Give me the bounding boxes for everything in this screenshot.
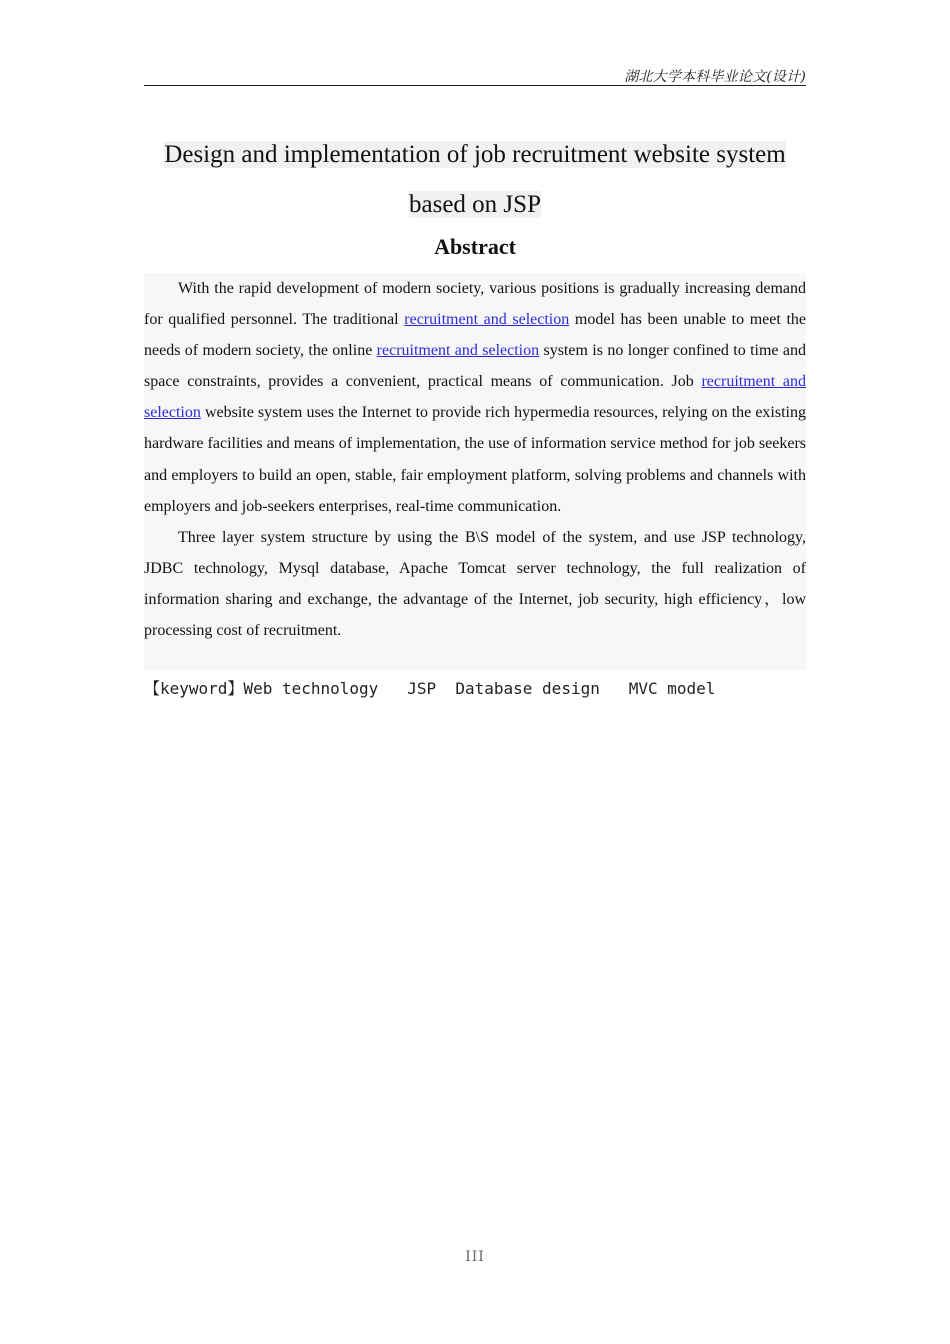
recruitment-link-1[interactable]: recruitment and selection bbox=[404, 311, 570, 329]
title-line-1 bbox=[144, 130, 806, 180]
abstract-body bbox=[144, 273, 806, 670]
recruitment-link-2[interactable]: recruitment and selection bbox=[376, 342, 540, 360]
title-line-1-part-2: website system bbox=[633, 141, 786, 168]
keywords-line: 【keyword】Web technology JSP Database design MVC model bbox=[144, 679, 716, 698]
recruitment-link-3[interactable]: recruitment and selection bbox=[144, 373, 807, 422]
page-number: III bbox=[465, 1249, 485, 1265]
abstract-paragraph-2: Three layer system structure by using the B\S model of the system, and use JSP technology, JDBC technology, Mysql database, Apache Tomcat server technology, the full realization of information sharing and exchange, the advantage of the Internet, job security, high efficiency，low processing cost of recruitment. bbox=[144, 528, 806, 640]
thesis-title bbox=[144, 130, 806, 230]
title-line-2 bbox=[144, 180, 806, 230]
p1-text-3: system is no longer confined to time and space constraints, provides a convenient, practical means of communication. Job bbox=[144, 342, 806, 391]
title-line-2-text: based on JSP bbox=[409, 191, 541, 218]
abstract-heading: Abstract bbox=[434, 234, 516, 259]
page-header bbox=[144, 64, 806, 86]
p1-text-2: model has been unable to meet the needs of modern society, the online bbox=[144, 311, 806, 360]
p1-text-4: website system uses the Internet to provide rich hypermedia resources, relying on the existing hardware facilities and means of implementation, the use of information service method for job seekers and employers to build an open, stable, fair employment platform, solving problems and channels with employers and job-seekers enterprises, real-time communication. bbox=[144, 404, 806, 515]
abstract-paragraph-1 bbox=[144, 273, 806, 522]
title-line-1-part-1: Design and implementation of job recruitment bbox=[164, 141, 634, 168]
header-text: 湖北大学本科毕业论文(设计) bbox=[624, 69, 806, 85]
p1-text-1: With the rapid development of modern society, various positions is gradually increasing demand for qualified personnel. The traditional bbox=[144, 280, 806, 329]
